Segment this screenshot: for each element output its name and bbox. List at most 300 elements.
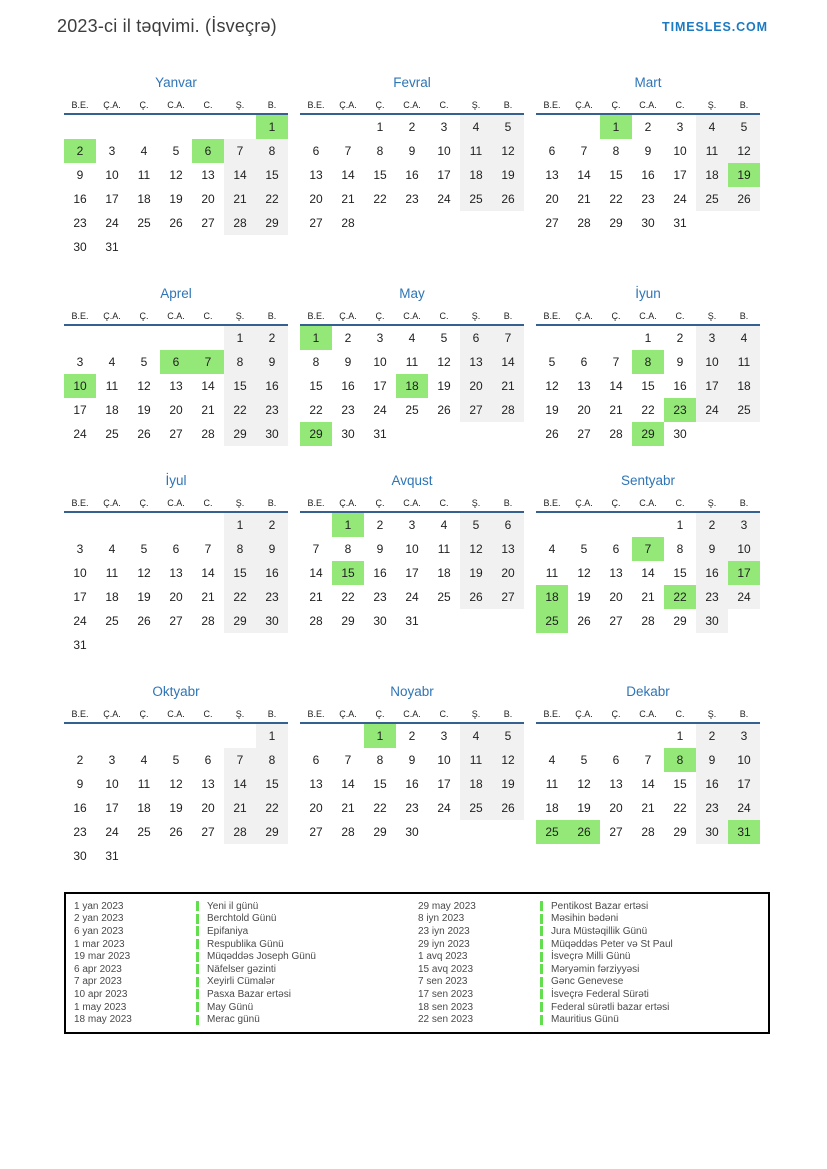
weekday-header: Ç.: [611, 311, 621, 321]
day-cell: 16: [673, 379, 687, 393]
day-cell: 1: [676, 518, 684, 532]
weekday-header: B.: [267, 709, 277, 719]
weekday-header: B.E.: [307, 100, 325, 110]
legend-label: Pentikost Bazar ertəsi: [551, 900, 649, 912]
week-row: [64, 398, 288, 422]
day-cell: 4: [696, 115, 728, 139]
day-cell: 8: [612, 144, 620, 158]
weekday-header: Ş.: [235, 498, 245, 508]
month-1: [64, 75, 288, 259]
week-row: [300, 350, 524, 374]
month-title: Sentyabr: [620, 473, 676, 488]
day-cell: 7: [612, 355, 620, 369]
day-cell: 23: [641, 192, 655, 206]
legend-date: 29 iyn 2023: [418, 938, 470, 950]
calendar-grid: [64, 75, 760, 868]
day-cell: 26: [169, 825, 183, 839]
week-row: [536, 422, 760, 446]
empty-cell: [396, 211, 428, 235]
empty-cell: [696, 422, 728, 446]
day-cell: 22: [664, 585, 696, 609]
day-cell: 29: [224, 422, 256, 446]
legend-marker: [196, 964, 199, 974]
day-cell: 16: [341, 379, 355, 393]
legend-date: 10 apr 2023: [74, 988, 128, 1000]
legend-label: Jura Müstəqillik Günü: [551, 925, 648, 937]
day-cell: 18: [396, 374, 428, 398]
legend-label: Näfelser gəzinti: [207, 963, 276, 975]
legend-label: İsveçrə Milli Günü: [551, 951, 631, 963]
week-row: [64, 844, 288, 868]
empty-cell: [96, 513, 128, 537]
weekday-header-row: [64, 495, 288, 513]
legend-label: Müqəddəs Peter və St Paul: [551, 938, 673, 950]
day-cell: 11: [437, 542, 451, 556]
weekday-header: B.: [503, 709, 513, 719]
legend-marker: [540, 939, 543, 949]
weekday-header: Ç.A.: [103, 100, 121, 110]
day-cell: 10: [64, 374, 96, 398]
empty-cell: [600, 326, 632, 350]
day-cell: 21: [201, 403, 215, 417]
week-row: [64, 139, 288, 163]
weekday-header: Ş.: [235, 709, 245, 719]
weekday-header: Ç.A.: [575, 498, 593, 508]
day-cell: 6: [612, 542, 620, 556]
day-cell: 13: [545, 168, 559, 182]
legend-date: 2 yan 2023: [74, 913, 124, 925]
day-cell: 26: [568, 820, 600, 844]
day-cell: 27: [309, 825, 323, 839]
day-cell: 22: [256, 187, 288, 211]
day-cell: 28: [201, 614, 215, 628]
weekday-header: Ç.: [611, 100, 621, 110]
week-row: [64, 374, 288, 398]
week-row: [300, 585, 524, 609]
week-row: [300, 163, 524, 187]
day-cell: 5: [440, 331, 448, 345]
legend-label: Pasxa Bazar ertəsi: [207, 988, 291, 1000]
legend-marker: [540, 1002, 543, 1012]
day-cell: 13: [309, 168, 323, 182]
day-cell: 2: [256, 326, 288, 350]
day-cell: 2: [76, 753, 84, 767]
day-cell: 26: [437, 403, 451, 417]
legend-date: 1 avq 2023: [418, 951, 468, 963]
weekday-header: C.: [203, 498, 213, 508]
day-cell: 5: [172, 753, 180, 767]
day-cell: 2: [676, 331, 684, 345]
day-cell: 2: [344, 331, 352, 345]
empty-cell: [568, 513, 600, 537]
day-cell: 9: [256, 537, 288, 561]
weekday-header: C.A.: [403, 311, 421, 321]
day-cell: 31: [405, 614, 419, 628]
day-cell: 25: [460, 796, 492, 820]
week-row: [300, 211, 524, 235]
day-cell: 30: [373, 614, 387, 628]
day-cell: 21: [641, 801, 655, 815]
day-cell: 27: [545, 216, 559, 230]
weekday-header: B.: [267, 498, 277, 508]
empty-cell: [364, 211, 396, 235]
day-cell: 3: [728, 724, 760, 748]
day-cell: 25: [137, 825, 151, 839]
day-cell: 23: [341, 403, 355, 417]
legend-row: [418, 976, 762, 989]
day-cell: 5: [492, 724, 524, 748]
legend-row: [418, 988, 762, 1001]
day-cell: 25: [536, 820, 568, 844]
empty-cell: [300, 724, 332, 748]
day-cell: 2: [256, 513, 288, 537]
day-cell: 24: [728, 796, 760, 820]
brand-logo-link[interactable]: TIMESLES.COM: [662, 20, 768, 34]
empty-cell: [492, 211, 524, 235]
week-row: [64, 820, 288, 844]
day-cell: 16: [696, 772, 728, 796]
weekday-header: B.E.: [71, 498, 89, 508]
day-cell: 19: [460, 561, 492, 585]
day-cell: 9: [376, 542, 384, 556]
legend-date: 7 sen 2023: [418, 976, 468, 988]
day-cell: 10: [437, 753, 451, 767]
weekday-header-row: [64, 97, 288, 115]
day-cell: 12: [492, 748, 524, 772]
empty-cell: [224, 115, 256, 139]
day-cell: 2: [408, 120, 416, 134]
month-12: [536, 684, 760, 844]
day-cell: 25: [696, 187, 728, 211]
day-cell: 28: [224, 211, 256, 235]
day-cell: 19: [577, 801, 591, 815]
empty-cell: [428, 609, 460, 633]
legend-row: [418, 925, 762, 938]
day-cell: 26: [545, 427, 559, 441]
day-cell: 17: [437, 168, 451, 182]
day-cell: 2: [644, 120, 652, 134]
month-title: Aprel: [160, 286, 192, 301]
week-row: [536, 772, 760, 796]
empty-cell: [492, 422, 524, 446]
day-cell: 28: [309, 614, 323, 628]
day-cell: 3: [728, 513, 760, 537]
day-cell: 11: [545, 777, 559, 791]
weekday-header: Ş.: [707, 498, 717, 508]
empty-cell: [536, 326, 568, 350]
day-cell: 20: [460, 374, 492, 398]
week-row: [536, 350, 760, 374]
day-cell: 14: [309, 566, 323, 580]
legend-date: 19 mar 2023: [74, 951, 131, 963]
day-cell: 25: [437, 590, 451, 604]
week-row: [64, 748, 288, 772]
day-cell: 3: [696, 326, 728, 350]
day-cell: 28: [201, 427, 215, 441]
weekday-header: B.: [739, 311, 749, 321]
legend-row: [74, 900, 418, 913]
legend-label: Epifaniya: [207, 925, 249, 937]
week-row: [64, 211, 288, 235]
day-cell: 19: [728, 163, 760, 187]
day-cell: 29: [341, 614, 355, 628]
empty-cell: [64, 115, 96, 139]
weekday-header-row: [64, 706, 288, 724]
week-row: [64, 561, 288, 585]
legend-label: Respublika Günü: [207, 938, 284, 950]
day-cell: 16: [373, 566, 387, 580]
holiday-legend: [64, 892, 770, 1034]
weekday-header-row: [300, 495, 524, 513]
day-cell: 7: [344, 753, 352, 767]
day-cell: 28: [341, 216, 355, 230]
day-cell: 8: [344, 542, 352, 556]
weekday-header: Ş.: [235, 100, 245, 110]
day-cell: 3: [376, 331, 384, 345]
week-row: [64, 724, 288, 748]
empty-cell: [192, 633, 224, 657]
day-cell: 22: [373, 192, 387, 206]
month-2: [300, 75, 524, 235]
legend-date: 1 yan 2023: [74, 900, 124, 912]
week-row: [536, 139, 760, 163]
empty-cell: [224, 235, 256, 259]
day-cell: 5: [580, 542, 588, 556]
day-cell: 6: [172, 542, 180, 556]
week-row: [536, 211, 760, 235]
empty-cell: [96, 326, 128, 350]
day-cell: 14: [609, 379, 623, 393]
day-cell: 23: [405, 192, 419, 206]
weekday-header: B.E.: [543, 100, 561, 110]
day-cell: 16: [405, 777, 419, 791]
legend-row: [418, 950, 762, 963]
day-cell: 25: [460, 187, 492, 211]
day-cell: 23: [73, 216, 87, 230]
day-cell: 3: [676, 120, 684, 134]
week-row: [300, 139, 524, 163]
month-title: Yanvar: [155, 75, 197, 90]
day-cell: 7: [312, 542, 320, 556]
legend-date: 8 iyn 2023: [418, 913, 465, 925]
week-row: [64, 235, 288, 259]
day-cell: 8: [312, 355, 320, 369]
day-cell: 8: [256, 139, 288, 163]
day-cell: 9: [408, 144, 416, 158]
day-cell: 3: [108, 753, 116, 767]
day-cell: 4: [108, 355, 116, 369]
day-cell: 7: [192, 350, 224, 374]
week-row: [536, 398, 760, 422]
month-title: Mart: [634, 75, 662, 90]
day-cell: 10: [728, 748, 760, 772]
day-cell: 22: [641, 403, 655, 417]
day-cell: 12: [545, 379, 559, 393]
weekday-header: C.A.: [167, 498, 185, 508]
legend-row: [74, 913, 418, 926]
empty-cell: [128, 844, 160, 868]
day-cell: 6: [460, 326, 492, 350]
empty-cell: [492, 609, 524, 633]
day-cell: 4: [108, 542, 116, 556]
day-cell: 23: [73, 825, 87, 839]
day-cell: 10: [728, 537, 760, 561]
weekday-header: Ç.: [139, 498, 149, 508]
month-title: Fevral: [393, 75, 431, 90]
day-cell: 28: [609, 427, 623, 441]
day-cell: 2: [64, 139, 96, 163]
legend-date: 6 apr 2023: [74, 963, 122, 975]
empty-cell: [224, 844, 256, 868]
weekday-header: B.E.: [543, 709, 561, 719]
weekday-header: Ç.A.: [339, 100, 357, 110]
weekday-header: C.A.: [167, 709, 185, 719]
empty-cell: [492, 820, 524, 844]
legend-marker: [540, 977, 543, 987]
day-cell: 11: [460, 139, 492, 163]
day-cell: 24: [105, 825, 119, 839]
empty-cell: [300, 513, 332, 537]
empty-cell: [300, 115, 332, 139]
week-row: [64, 115, 288, 139]
day-cell: 30: [73, 849, 87, 863]
day-cell: 23: [256, 398, 288, 422]
weekday-header: B.E.: [307, 498, 325, 508]
month-title: Dekabr: [626, 684, 670, 699]
day-cell: 22: [373, 801, 387, 815]
day-cell: 28: [641, 614, 655, 628]
day-cell: 19: [137, 590, 151, 604]
day-cell: 18: [460, 772, 492, 796]
day-cell: 31: [673, 216, 687, 230]
week-row: [536, 724, 760, 748]
day-cell: 9: [696, 537, 728, 561]
weekday-header: B.E.: [543, 498, 561, 508]
day-cell: 18: [137, 801, 151, 815]
empty-cell: [192, 844, 224, 868]
day-cell: 30: [696, 609, 728, 633]
day-cell: 15: [373, 168, 387, 182]
week-row: [64, 609, 288, 633]
empty-cell: [160, 235, 192, 259]
day-cell: 4: [140, 144, 148, 158]
day-cell: 1: [364, 724, 396, 748]
day-cell: 22: [224, 585, 256, 609]
day-cell: 18: [545, 801, 559, 815]
day-cell: 9: [408, 753, 416, 767]
day-cell: 10: [73, 566, 87, 580]
empty-cell: [600, 724, 632, 748]
day-cell: 14: [341, 777, 355, 791]
day-cell: 8: [376, 144, 384, 158]
day-cell: 13: [609, 566, 623, 580]
day-cell: 1: [600, 115, 632, 139]
legend-marker: [540, 964, 543, 974]
weekday-header: B.: [503, 100, 513, 110]
day-cell: 5: [492, 115, 524, 139]
weekday-header: Ş.: [707, 311, 717, 321]
week-row: [300, 398, 524, 422]
week-row: [300, 772, 524, 796]
day-cell: 4: [408, 331, 416, 345]
day-cell: 21: [641, 590, 655, 604]
day-cell: 29: [632, 422, 664, 446]
week-row: [64, 772, 288, 796]
day-cell: 12: [137, 566, 151, 580]
month-title: İyun: [635, 286, 661, 301]
empty-cell: [460, 422, 492, 446]
day-cell: 24: [73, 614, 87, 628]
weekday-header: B.: [739, 709, 749, 719]
day-cell: 18: [105, 403, 119, 417]
weekday-header-row: [536, 308, 760, 326]
day-cell: 17: [673, 168, 687, 182]
day-cell: 12: [137, 379, 151, 393]
week-row: [300, 609, 524, 633]
empty-cell: [536, 724, 568, 748]
empty-cell: [128, 115, 160, 139]
empty-cell: [224, 633, 256, 657]
day-cell: 9: [644, 144, 652, 158]
weekday-header: Ç.: [611, 709, 621, 719]
day-cell: 1: [256, 115, 288, 139]
week-row: [536, 537, 760, 561]
week-row: [536, 748, 760, 772]
legend-marker: [196, 914, 199, 924]
legend-label: Məsihin bədəni: [551, 913, 619, 925]
day-cell: 29: [256, 211, 288, 235]
day-cell: 22: [309, 403, 323, 417]
legend-marker: [196, 977, 199, 987]
empty-cell: [536, 513, 568, 537]
day-cell: 30: [73, 240, 87, 254]
day-cell: 16: [405, 168, 419, 182]
day-cell: 15: [673, 566, 687, 580]
day-cell: 27: [169, 427, 183, 441]
day-cell: 13: [201, 168, 215, 182]
empty-cell: [460, 211, 492, 235]
empty-cell: [256, 844, 288, 868]
day-cell: 24: [73, 427, 87, 441]
day-cell: 12: [460, 537, 492, 561]
day-cell: 15: [673, 777, 687, 791]
empty-cell: [332, 724, 364, 748]
day-cell: 19: [545, 403, 559, 417]
day-cell: 21: [609, 403, 623, 417]
empty-cell: [160, 844, 192, 868]
legend-row: [74, 1013, 418, 1026]
day-cell: 9: [696, 748, 728, 772]
day-cell: 9: [76, 168, 84, 182]
empty-cell: [192, 235, 224, 259]
legend-row: [74, 938, 418, 951]
day-cell: 18: [460, 163, 492, 187]
day-cell: 3: [108, 144, 116, 158]
legend-row: [418, 963, 762, 976]
day-cell: 7: [580, 144, 588, 158]
day-cell: 24: [437, 801, 451, 815]
day-cell: 26: [137, 614, 151, 628]
day-cell: 15: [224, 561, 256, 585]
day-cell: 27: [169, 614, 183, 628]
weekday-header: Ç.A.: [575, 100, 593, 110]
weekday-header: Ş.: [471, 498, 481, 508]
weekday-header: Ç.A.: [339, 709, 357, 719]
day-cell: 8: [224, 537, 256, 561]
weekday-header-row: [536, 495, 760, 513]
empty-cell: [96, 115, 128, 139]
empty-cell: [728, 609, 760, 633]
